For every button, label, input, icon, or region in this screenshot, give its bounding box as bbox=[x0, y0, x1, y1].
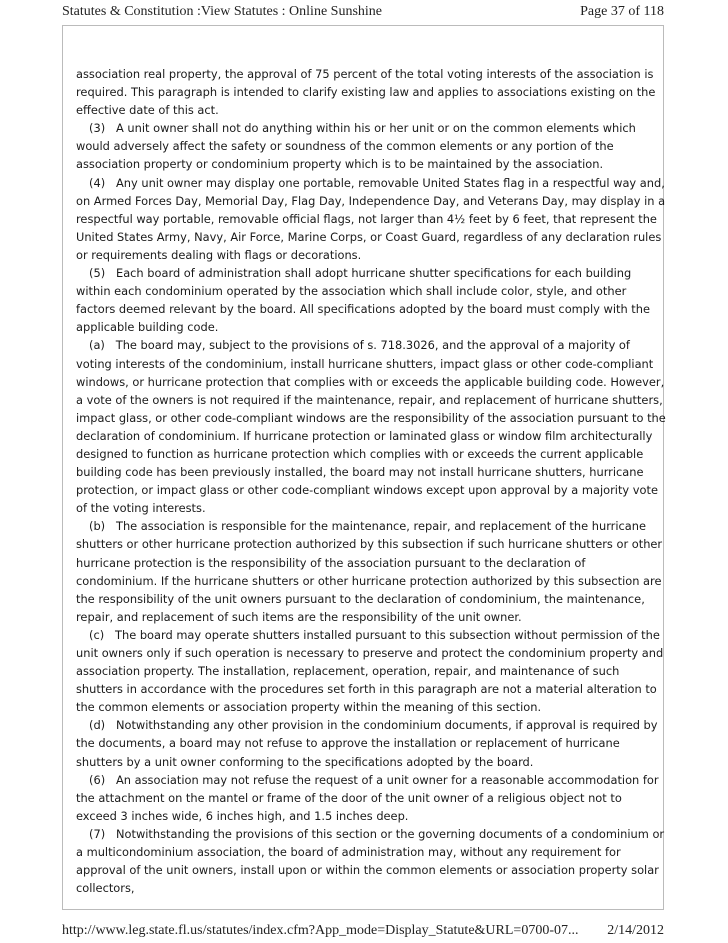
paragraph-continuation: association real property, the approval of 75 percent of the total voting interests of the association is required. This paragraph is intended to clarify existing law and applies to associations existing on the effective date of this act. bbox=[76, 67, 656, 118]
subsection-4: (4) Any unit owner may display one portable, removable United States flag in a respectful way and, on Armed Forces Day, Memorial Day, Flag Day, Independence Day, and Veterans Day, may display in a respectful way portable, removable official flags, not larger than 4½ feet by 6 feet, that represent the United States Army, Navy, Air Force, Marine Corps, or Coast Guard, regardless of any declaration rules or requirements dealing with flags or decorations. bbox=[76, 175, 666, 262]
subsection-6: (6) An association may not refuse the request of a unit owner for a reasonable accommodation for the attachment on the mantel or frame of the door of the unit owner of a religious object not to exceed 3 inches wide, 6 inches high, and 1.5 inches deep. bbox=[76, 772, 659, 823]
document-title: Statutes & Constitution :View Statutes : Online Sunshine bbox=[62, 4, 382, 19]
statute-text bbox=[76, 65, 666, 897]
print-date: 2/14/2012 bbox=[607, 923, 664, 938]
subsection-3: (3) A unit owner shall not do anything within his or her unit or on the common elements which would adversely affect the safety or soundness of the common elements or any portion of the association property or condominium property which is to be maintained by the association. bbox=[76, 121, 636, 172]
paragraph-5d: (d) Notwithstanding any other provision in the condominium documents, if approval is required by the documents, a board may not refuse to approve the installation or replacement of hurricane shutters by a unit owner conforming to the specifications adopted by the board. bbox=[76, 718, 658, 769]
page-indicator: Page 37 of 118 bbox=[580, 4, 664, 19]
print-footer bbox=[62, 922, 664, 940]
paragraph-5b: (b) The association is responsible for the maintenance, repair, and replacement of the hurricane shutters or other hurricane protection authorized by this subsection if such hurricane shutters or other hurricane protection is the responsibility of the association pursuant to the declaration of condominium. If the hurricane shutters or other hurricane protection authorized by this subsection are the responsibility of the unit owners pursuant to the declaration of condominium, the maintenance, repair, and replacement of such items are the responsibility of the unit owner. bbox=[76, 519, 663, 624]
subsection-5: (5) Each board of administration shall adopt hurricane shutter specifications for each building within each condominium operated by the association which shall include color, style, and other factors deemed relevant by the board. All specifications adopted by the board must comply with the applicable building code. bbox=[76, 266, 650, 335]
subsection-7: (7) Notwithstanding the provisions of this section or the governing documents of a condominium or a multicondominium association, the board of administration may, without any requirement for approval of the unit owners, install upon or within the common elements or association property solar collectors, bbox=[76, 826, 665, 896]
paragraph-5c: (c) The board may operate shutters installed pursuant to this subsection without permission of the unit owners only if such operation is necessary to preserve and protect the condominium property and association property. The installation, replacement, operation, repair, and maintenance of such shutters in accordance with the procedures set forth in this paragraph are not a material alteration to the common elements or association property within the meaning of this section. bbox=[76, 627, 664, 715]
source-url: http://www.leg.state.fl.us/statutes/index.cfm?App_mode=Display_Statute&URL=0700-07... bbox=[62, 923, 579, 938]
paragraph-5a: (a) The board may, subject to the provisions of s. 718.3026, and the approval of a majority of voting interests of the condominium, install hurricane shutters, impact glass or other code-compliant windows, or hurricane protection that complies with or exceeds the applicable building code. However, a vote of the owners is not required if the maintenance, repair, and replacement of hurricane shutters, impact glass, or other code-compliant windows are the responsibility of the association pursuant to the declaration of condominium. If hurricane protection or laminated glass or window film architecturally designed to function as hurricane protection which complies with or exceeds the current applicable building code has been previously installed, the board may not install hurricane shutters, hurricane protection, or impact glass or other code-compliant windows except upon approval by a majority vote of the voting interests. bbox=[76, 338, 666, 516]
print-header bbox=[62, 3, 664, 21]
